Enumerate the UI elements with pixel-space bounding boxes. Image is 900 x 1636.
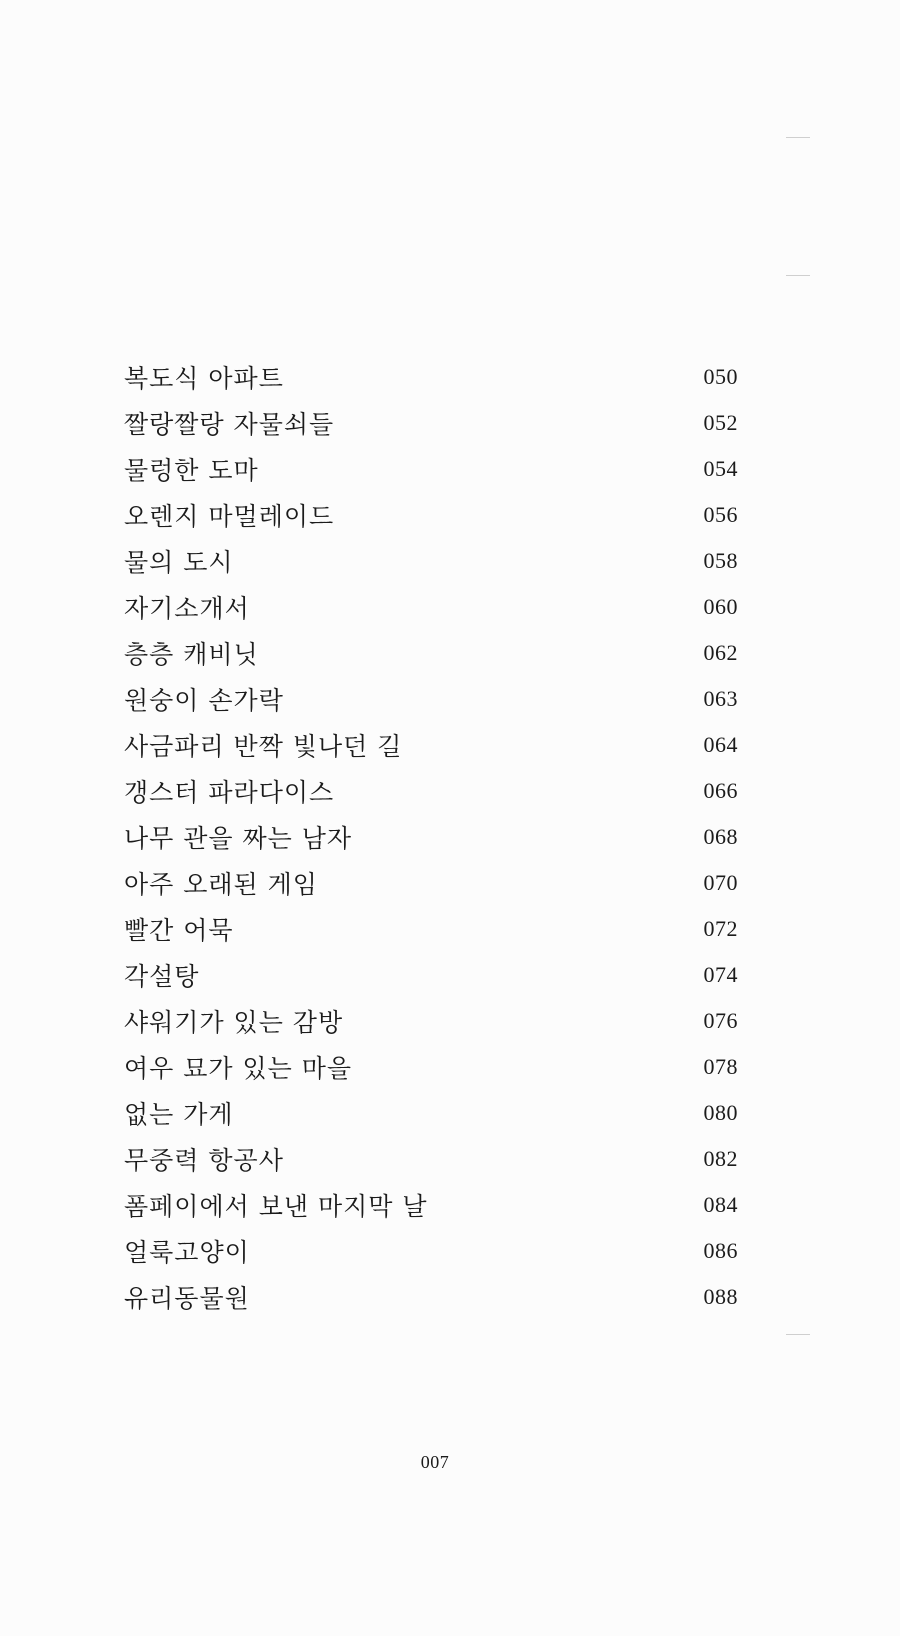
toc-entry [124,1136,738,1182]
margin-mark [786,275,810,276]
toc-entry-page: 062 [703,640,738,665]
toc-entry-page: 052 [703,410,738,435]
toc-entry [124,722,738,768]
toc-entry [124,446,738,492]
toc-entry-title: 아주 오래된 게임 [124,870,318,899]
toc-entry [124,400,738,446]
page-number: 007 [420,1452,450,1472]
toc-entry-page: 056 [703,502,738,527]
toc-entry-title: 폼페이에서 보낸 마지막 날 [124,1192,428,1221]
toc-entry-title: 물렁한 도마 [124,456,259,485]
toc-entry-title: 갱스터 파라다이스 [124,778,335,807]
toc-entry [124,768,738,814]
toc-entry-title: 유리동물원 [124,1284,250,1313]
toc-entry [124,354,738,400]
toc-entry-title: 나무 관을 짜는 남자 [124,824,353,853]
toc-entry-page: 060 [703,594,738,619]
toc-entry-title: 오렌지 마멀레이드 [124,502,335,531]
toc-entry-title: 짤랑짤랑 자물쇠들 [124,410,335,439]
toc-entry-title: 자기소개서 [124,594,250,623]
toc-entry-title: 여우 묘가 있는 마을 [124,1054,353,1083]
toc-entry-title: 원숭이 손가락 [124,686,284,715]
toc-entry [124,492,738,538]
toc-entry-title: 없는 가게 [124,1100,234,1129]
toc-entry [124,998,738,1044]
toc-entry [124,906,738,952]
toc-entry-title: 빨간 어묵 [124,916,234,945]
margin-mark [786,1334,810,1335]
toc-entry [124,814,738,860]
toc-entry-page: 088 [703,1284,738,1309]
toc-entry [124,1274,738,1320]
toc-entry-title: 샤워기가 있는 감방 [124,1008,344,1037]
toc-entry-page: 066 [703,778,738,803]
toc-entry [124,538,738,584]
toc-entry-title: 각설탕 [124,962,200,991]
table-of-contents [124,354,738,1320]
toc-entry-page: 076 [703,1008,738,1033]
toc-entry [124,1090,738,1136]
toc-entry [124,1228,738,1274]
toc-entry-page: 078 [703,1054,738,1079]
toc-entry-page: 086 [703,1238,738,1263]
toc-entry [124,860,738,906]
toc-entry [124,676,738,722]
toc-entry-page: 072 [703,916,738,941]
toc-entry-page: 070 [703,870,738,895]
toc-entry [124,630,738,676]
toc-entry-title: 얼룩고양이 [124,1238,250,1267]
toc-entry-page: 074 [703,962,738,987]
toc-entry-page: 054 [703,456,738,481]
toc-entry [124,1182,738,1228]
toc-entry-page: 058 [703,548,738,573]
toc-entry-title: 무중력 항공사 [124,1146,284,1175]
toc-entry-title: 층층 캐비닛 [124,640,259,669]
toc-entry-page: 050 [703,364,738,389]
toc-entry-page: 068 [703,824,738,849]
toc-entry-page: 082 [703,1146,738,1171]
toc-entry-page: 084 [703,1192,738,1217]
toc-entry-title: 물의 도시 [124,548,234,577]
toc-entry [124,1044,738,1090]
toc-entry [124,584,738,630]
toc-entry-page: 063 [703,686,738,711]
margin-mark [786,137,810,138]
toc-entry-title: 사금파리 반짝 빛나던 길 [124,732,403,761]
toc-entry [124,952,738,998]
toc-entry-page: 064 [703,732,738,757]
toc-entry-page: 080 [703,1100,738,1125]
toc-entry-title: 복도식 아파트 [124,364,284,393]
